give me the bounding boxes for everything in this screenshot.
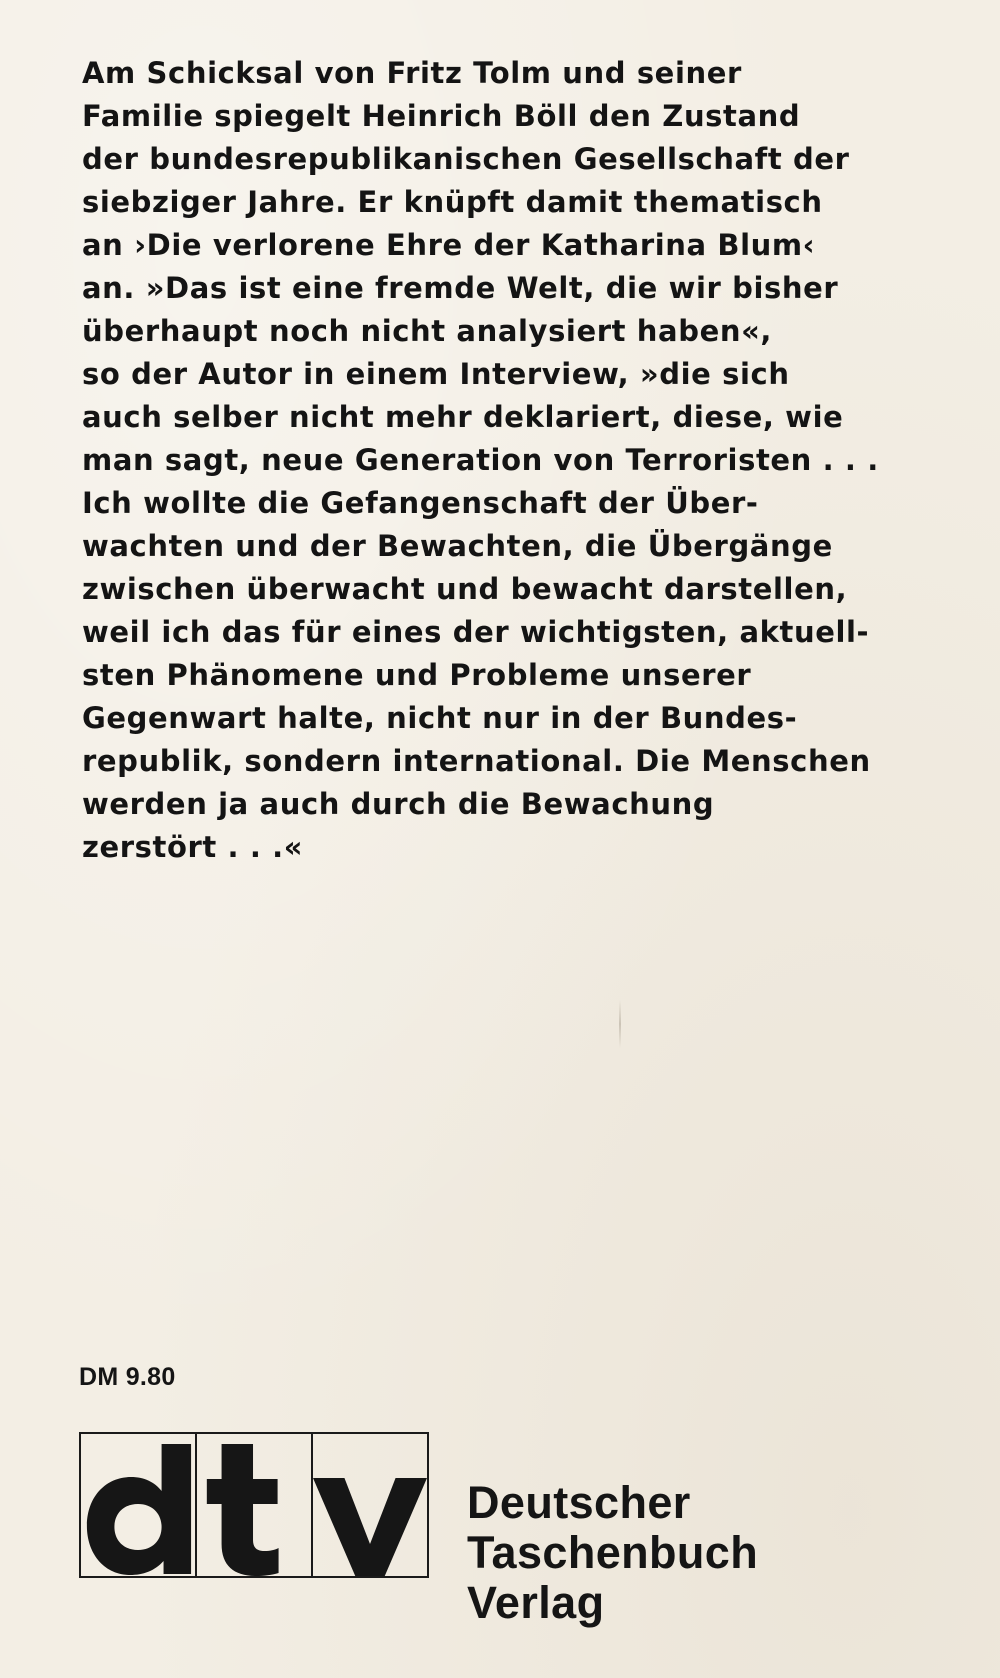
blurb-line: an. »Das ist eine fremde Welt, die wir bisher [82, 271, 839, 305]
blurb-line: zerstört . . .« [82, 830, 304, 864]
blurb-line: wachten und der Bewachten, die Übergänge [82, 529, 833, 563]
blurb-line: weil ich das für eines der wichtigsten, aktuell- [82, 615, 870, 649]
logo-letter-v [313, 1434, 427, 1576]
blurb-line: Gegenwart halte, nicht nur in der Bundes- [82, 701, 798, 735]
blurb-line: sten Phänomene und Probleme unserer [82, 658, 752, 692]
logo-letter-d [81, 1434, 195, 1576]
blurb-line: man sagt, neue Generation von Terroristen . . . [82, 443, 879, 477]
blurb-line: republik, sondern international. Die Menschen [82, 744, 871, 778]
price-label: DM 9.80 [79, 1363, 176, 1391]
logo-cell-v [313, 1434, 427, 1576]
publisher-line: Taschenbuch [467, 1527, 759, 1578]
blurb-line: so der Autor in einem Interview, »die sich [82, 357, 790, 391]
publisher-name [467, 1478, 758, 1628]
publisher-line: Verlag [467, 1577, 605, 1628]
blurb-line: zwischen überwacht und bewacht darstellen, [82, 572, 848, 606]
blurb-line: Familie spiegelt Heinrich Böll den Zustand [82, 99, 801, 133]
blurb-line: auch selber nicht mehr deklariert, diese, wie [82, 400, 844, 434]
dtv-logo [79, 1432, 429, 1578]
logo-cell-t [197, 1434, 313, 1576]
blurb-line: Am Schicksal von Fritz Tolm und seiner [82, 56, 742, 90]
paper-crease-mark [619, 1000, 621, 1048]
logo-cell-d [81, 1434, 197, 1576]
publisher-line: Deutscher [467, 1477, 691, 1528]
blurb-line: an ›Die verlorene Ehre der Katharina Blum‹ [82, 228, 816, 262]
blurb-line: der bundesrepublikanischen Gesellschaft der [82, 142, 850, 176]
blurb-line: überhaupt noch nicht analysiert haben«, [82, 314, 773, 348]
blurb-line: werden ja auch durch die Bewachung [82, 787, 715, 821]
blurb-text [82, 52, 962, 869]
logo-letter-t [197, 1434, 311, 1576]
blurb-line: Ich wollte die Gefangenschaft der Über- [82, 486, 759, 520]
blurb-line: siebziger Jahre. Er knüpft damit thematisch [82, 185, 823, 219]
